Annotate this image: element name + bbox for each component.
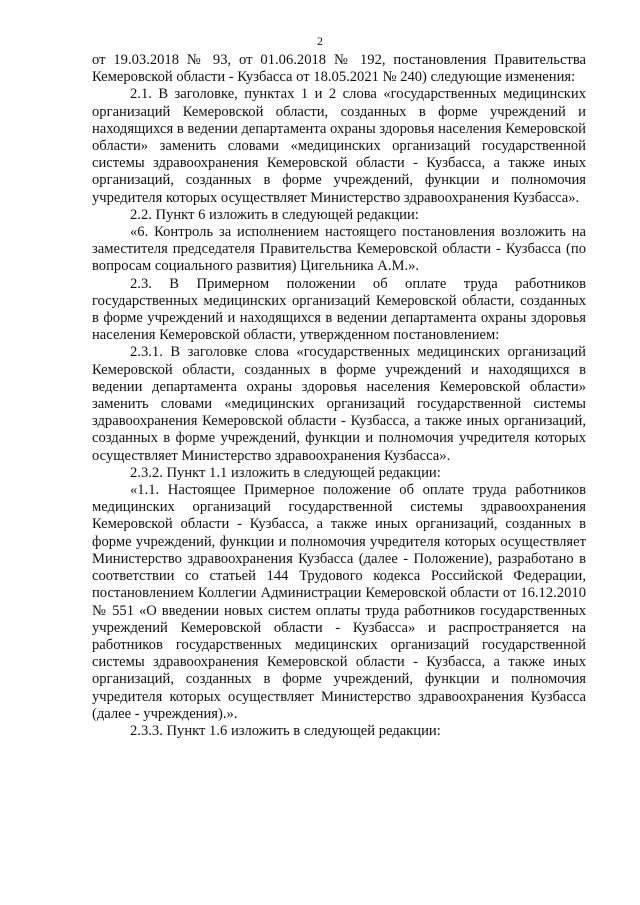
paragraph-2-3-2: 2.3.2. Пункт 1.1 изложить в следующей редакции: [130, 464, 441, 481]
paragraph-point-1-1-text: «1.1. Настоящее Примерное положение об оплате труда работников медицинских организаций государственной системы здравоохранения Кемеровской области - Кузбасса, а также иных организаций, созданных в форме учреждений, функции и полномочия учредителя которых осуществляет Министерство здравоохранения Кузбасса (далее - Положение), разработано в соответствии со статьей 144 Трудового кодекса Российской Федерации, постановлением Коллегии Администрации Кемеровской области от 16.12.2010 № 551 «О введении новых систем оплаты труда работников государственных учреждений Кемеровской области - Кузбасса» и распространяется на работников государственных медицинских организаций государственной системы здравоохранения Кемеровской области - Кузбасса, а также иных организаций, созданных в форме учреждений, функции и полномочия учредителя которых осуществляет Министерство здравоохранения Кузбасса (далее - учреждения).». [92, 482, 586, 722]
paragraph-intro-continuation: от 19.03.2018 № 93, от 01.06.2018 № 192, постановления Правительства Кемеровской области - Кузбасса от 18.05.2021 № 240) следующие изменения: [92, 52, 586, 86]
document-body [92, 52, 586, 740]
paragraph-2-3-3: 2.3.3. Пункт 1.6 изложить в следующей редакции: [130, 722, 441, 739]
paragraph-2-3-1: 2.3.1. В заголовке слова «государственных медицинских организаций Кемеровской области, созданных в форме учреждений и находящихся в ведении департамента охраны здоровья населения Кемеровской области» заменить словами «медицинских организаций государственной системы здравоохранения Кемеровской области - Кузбасса, а также иных организаций, созданных в форме учреждений, функции и полномочия учредителя которых осуществляет Министерство здравоохранения Кузбасса». [92, 344, 586, 464]
page-number: 2 [317, 34, 323, 48]
paragraph-2-1: 2.1. В заголовке, пунктах 1 и 2 слова «государственных медицинских организаций Кемеровской области, созданных в форме учреждений и находящихся в ведении департамента охраны здоровья населения Кемеровской области» заменить словами «медицинских организаций государственной системы здравоохранения Кемеровской области - Кузбасса, а также иных организаций, созданных в форме учреждений, функции и полномочия учредителя которых осуществляет Министерство здравоохранения Кузбасса». [92, 86, 586, 206]
paragraph-point-6-text: «6. Контроль за исполнением настоящего постановления возложить на заместителя председателя Правительства Кемеровской области - Кузбасса (по вопросам социального развития) Цигельника А.М.». [92, 224, 586, 275]
paragraph-2-2: 2.2. Пункт 6 изложить в следующей редакции: [130, 206, 419, 223]
paragraph-2-3: 2.3. В Примерном положении об оплате труда работников государственных медицинских организаций Кемеровской области, созданных в форме учреждений и находящихся в ведении департамента охраны здоровья населения Кемеровской области, утвержденном постановлением: [92, 275, 586, 344]
